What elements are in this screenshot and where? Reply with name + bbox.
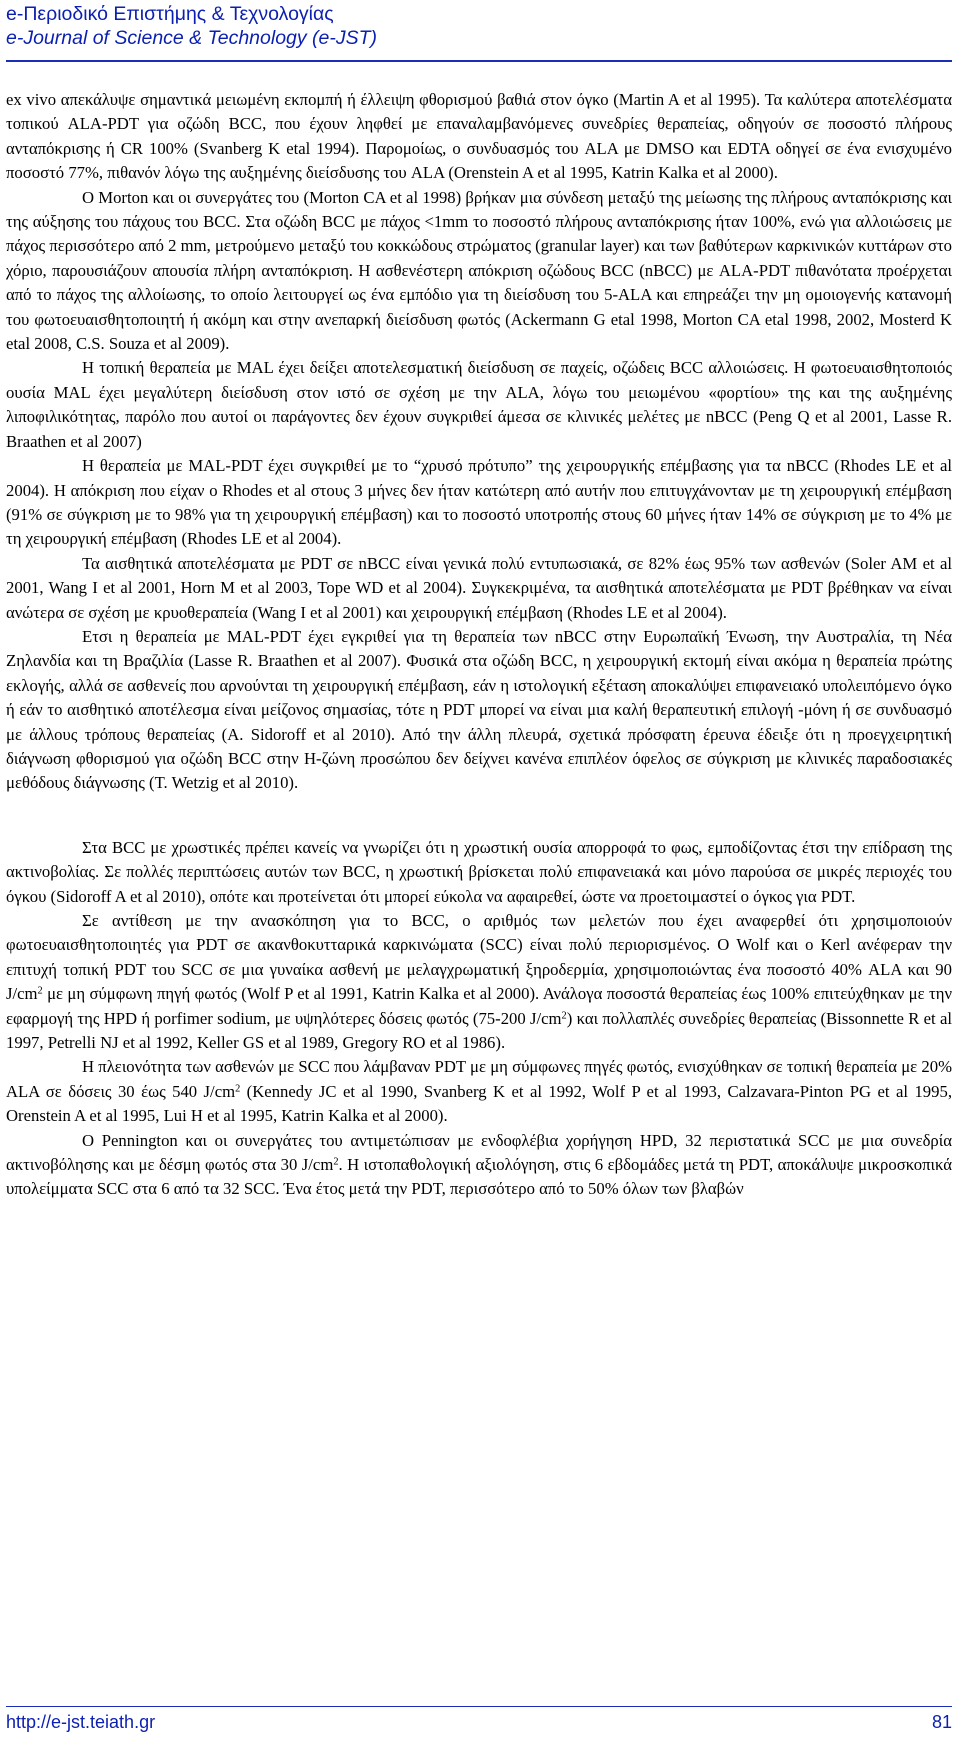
paragraph-6: Ετσι η θεραπεία με MAL-PDT έχει εγκριθεί για τη θεραπεία των nBCC στην Ευρωπαϊκή Ένωση, την Αυστραλία, τη Νέα Ζηλανδία και τη Βραζιλία (Lasse R. Braathen et al 2007). Φυσικά στα οζώδη BCC, η χειρουργική εκτομή είναι ακόμα η θεραπεία πρώτης εκλογής, αλλά σε ασθενείς που αρνούνται τη χειρουργική επέμβαση, εάν η ιστολογική εξέταση αποκαλύψει επιφανειακό υπολειπόμενο όγκο ή εάν το αισθητικό αποτέλεσμα είναι μείζονος σημασίας, τότε η PDT μπορεί να είναι μια καλή θεραπευτική επιλογή -μόνη ή σε συνδυασμό με άλλους τρόπους θεραπείας (A. Sidoroff et al 2010). Από την άλλη πλευρά, σχετικά πρόσφατη έρευνα έδειξε ότι η προεγχειρητική διάγνωση φθορισμού για οζώδη BCC στην Η-ζώνη προσώπου δεν δείχνει κανένα επιπλέον όφελος σε σύγκριση με κλινικές παραδοσιακές μεθόδους διάγνωσης (T. Wetzig et al 2010).	[6, 626, 952, 793]
superscript: 2	[333, 1156, 339, 1168]
article-body	[6, 88, 952, 1202]
journal-header	[6, 2, 952, 50]
paragraph-9-part-b: (Kennedy JC et al 1990, Svanberg K et al 1992, Wolf P et al 1993, Calzavara-Pinton PG et al 1995, Orenstein A et al 1995, Lui H et al 1995, Katrin Kalka et al 2000).	[6, 1081, 952, 1126]
paragraph-7: Στα BCC με χρωστικές πρέπει κανείς να γνωρίζει ότι η χρωστική ουσία απορροφά το φως, εμποδίζοντας έτσι την επίδραση της ακτινοβολίας. Σε πολλές περιπτώσεις αυτών των BCC, η χρωστική βρίσκεται πολύ επιφανειακά και μόνο παρούσα σε μικρές περιοχές του όγκου (Sidoroff A et al 2010), οπότε και προτείνεται ότι μπορεί εύκολα να αφαιρεθεί, ώστε να προετοιμαστεί ο όγκος για PDT.	[6, 837, 952, 906]
paragraph-8-part-a: Σε αντίθεση με την ανασκόπηση για το BCC, ο αριθμός των μελετών που έχει αναφερθεί ότι χρησιμοποιούν φωτοευαισθητοποιητές για PDT σε ακανθοκυτταρικά καρκινώματα (SCC) είναι πολύ περιορισμένος. Ο Wolf και ο Kerl ανέφεραν την επιτυχή τοπική PDT του SCC σε μια γυναίκα ασθενή με μελαγχρωματική ξηροδερμία, χρησιμοποιώντας ένα ποσοστό 40% ALA και 90 J/cm	[6, 911, 952, 1004]
paragraph-8	[6, 909, 952, 1055]
paragraph-10-part-b: . Η ιστοπαθολογική αξιολόγηση, στις 6 εβδομάδες μετά τη PDT, αποκάλυψε μικροσκοπικά υπολείμματα SCC στα 6 από τα 32 SCC. Ένα έτος μετά την PDT, περισσότερο από το 50% όλων των βλαβών	[6, 1155, 953, 1199]
page-number: 81	[931, 1712, 952, 1732]
journal-title-greek: e-Περιοδικό Επιστήμης & Τεχνολογίας	[6, 3, 334, 25]
paragraph-3: Η τοπική θεραπεία με MAL έχει δείξει αποτελεσματική διείσδυση σε παχείς, οζώδεις BCC αλλοιώσεις. Η φωτοευαισθητοποιός ουσία MAL έχει μεγαλύτερη διείσδυση στον ιστό σε σχέση με την ALA, λόγω του μειωμένου «φορτίου» της και της αυξημένης λιποφιλικότητας, παρόλο που αυτοί οι παράγοντες δεν έχουν συγκριθεί άμεσα σε κλινικές μελέτες με nBCC (Peng Q et al 2001, Lasse R. Braathen et al 2007)	[6, 358, 952, 451]
paragraph-4: Η θεραπεία με MAL-PDT έχει συγκριθεί με το “χρυσό πρότυπο” της χειρουργικής επέμβασης για τα nBCC (Rhodes LE et al 2004). Η απόκριση που είχαν ο Rhodes et al στους 3 μήνες δεν ήταν κατώτερη από αυτήν που επιτυγχάνονταν με τη χειρουργική επέμβαση (91% σε σύγκριση με το 98% για τη χειρουργική επέμβαση) και το ποσοστό υποτροπής στους 60 μήνες ήταν 14% σε σύγκριση με το 4% με τη χειρουργική επέμβαση (Rhodes LE et al 2004).	[6, 456, 952, 549]
paragraph-8-part-c: ) και πολλαπλές συνεδρίες θεραπείας (Bissonnette R et al 1997, Petrelli NJ et al 1992, Keller GS et al 1989, Gregory RO et al 1986).	[6, 1008, 953, 1053]
paragraph-1: ex vivo απεκάλυψε σημαντικά μειωμένη εκπομπή ή έλλειψη φθορισμού βαθιά στον όγκο (Martin A et al 1995). Τα καλύτερα αποτελέσματα τοπικού ALA-PDT για οζώδη BCC, που έχουν ληφθεί με επαναλαμβανόμενες συνεδρίες θεραπείας, οδηγούν σε ποσοστό πλήρους ανταπόκρισης ή CR 100% (Svanberg K etal 1994). Παρομοίως, ο συνδυασμός του ALA με DMSO και EDTA οδηγεί σε ένα ενισχυμένο ποσοστό 77%, πιθανόν λόγω της αυξημένης διείσδυσης του ALA (Orenstein A et al 1995, Katrin Kalka et al 2000).	[6, 90, 952, 183]
footer-divider	[6, 1706, 952, 1707]
paragraph-5: Τα αισθητικά αποτελέσματα με PDT σε nBCC είναι γενικά πολύ εντυπωσιακά, σε 82% έως 95% των ασθενών (Soler AM et al 2001, Wang I et al 2001, Horn M et al 2003, Tope WD et al 2004). Συγκεκριμένα, τα αισθητικά αποτελέσματα με PDT βρέθηκαν να είναι ανώτερα σε σχέση με κρυοθεραπεία (Wang I et al 2001) και χειρουργική επέμβαση (Rhodes LE et al 2004).	[6, 553, 952, 622]
header-divider	[6, 60, 952, 62]
paragraph-9	[6, 1055, 952, 1128]
paragraph-2: Ο Morton και οι συνεργάτες του (Morton CA et al 1998) βρήκαν μια σύνδεση μεταξύ της μείωσης της πλήρους ανταπόκρισης και της αύξησης του πάχους του BCC. Στα οζώδη BCC με πάχος <1mm το ποσοστό πλήρους ανταπόκρισης ήταν 100%, ενώ για αλλοιώσεις με πάχος περισσότερο από 2 mm, μετρούμενο μεταξύ του κοκκώδους στρώματος (granular layer) και των βαθύτερων καρκινικών κυττάρων στο χόριο, παρουσιάζουν απουσία πλήρη ανταπόκριση. Η ασθενέστερη απόκριση οζώδους BCC (nBCC) με ALA-PDT πιθανότατα προέρχεται από το πάχος της αλλοίωσης, το οποίο λειτουργεί ως ένα εμπόδιο για τη διείσδυση του 5-ALA και επηρεάζει την μη ομοιογενής κατανομή του φωτοευαισθητοποιητή ή ακόμη και στην ανεπαρκή διείσδυση φωτός (Ackermann G etal 1998, Morton CA etal 1998, 2002, Mosterd K etal 2008, C.S. Souza et al 2009).	[6, 187, 953, 354]
paragraph-10	[6, 1129, 952, 1202]
paragraph-10-part-a: Ο Pennington και οι συνεργάτες του αντιμετώπισαν με ενδοφλέβια χορήγηση HPD, 32 περιστατικά SCC με μια συνεδρία ακτινοβόλησης και με δέσμη φωτός στα 30 J/cm	[6, 1130, 952, 1175]
superscript: 2	[235, 1083, 241, 1095]
superscript: 2	[561, 1009, 567, 1021]
superscript: 2	[37, 985, 43, 997]
journal-url-link[interactable]: http://e-jst.teiath.gr	[6, 1712, 156, 1732]
journal-title-english: e-Journal of Science & Technology (e-JST)	[6, 27, 378, 49]
paragraph-9-part-a: Η πλειονότητα των ασθενών με SCC που λάμβαναν PDT με μη σύμφωνες πηγές φωτός, ενισχύθηκαν σε τοπική θεραπεία με 20% ALA σε δόσεις 30 έως 540 J/cm	[6, 1057, 952, 1101]
paragraph-8-part-b: με μη σύμφωνη πηγή φωτός (Wolf P et al 1991, Katrin Kalka et al 2000). Ανάλογα ποσοστά θεραπείας έως 100% επιτεύχθηκαν με την εφαρμογή της HPD ή porfimer sodium, με υψηλότερες δόσεις φωτός (75-200 J/cm	[6, 984, 952, 1028]
